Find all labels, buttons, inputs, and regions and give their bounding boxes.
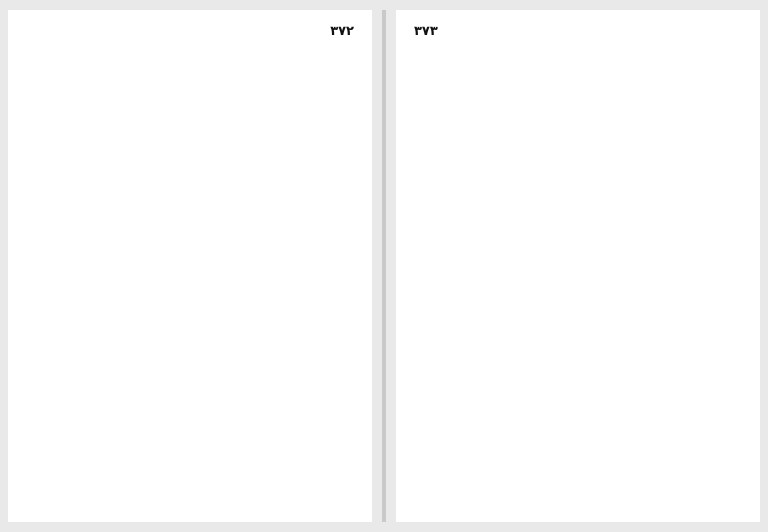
left-body-text	[26, 50, 354, 508]
right-body-text	[414, 50, 742, 508]
left-page	[8, 10, 372, 522]
left-running-head	[26, 24, 354, 42]
right-page	[396, 10, 760, 522]
right-running-head	[414, 24, 742, 42]
right-page-number: ۳۷۳	[414, 24, 438, 39]
left-page-number: ۳۷۲	[330, 24, 354, 39]
book-gutter	[382, 10, 386, 522]
